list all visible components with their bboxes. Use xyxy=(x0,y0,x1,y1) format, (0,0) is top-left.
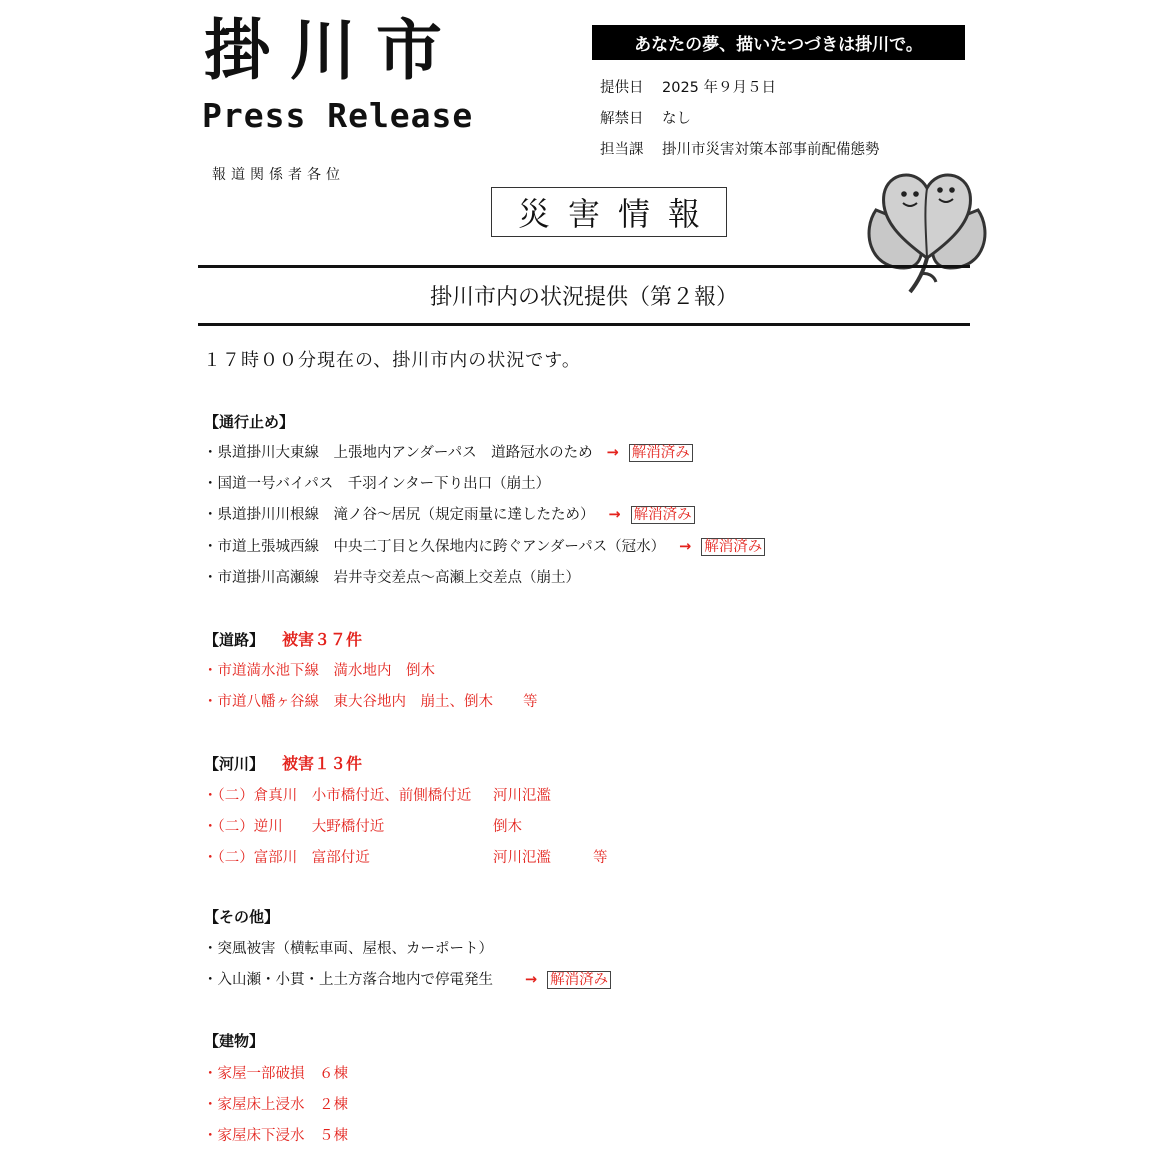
other-text: ・突風被害（横転車両、屋根、カーポート） xyxy=(203,941,493,957)
other-item xyxy=(203,968,611,989)
closure-text: ・県道掛川大東線 上張地内アンダーパス 道路冠水のため xyxy=(203,445,593,461)
buildings-heading: 【建物】 xyxy=(204,1032,265,1050)
divider-bottom xyxy=(198,323,970,326)
closure-item xyxy=(203,472,550,493)
meta-label: 解禁日 xyxy=(600,111,644,127)
meta-date xyxy=(600,76,776,97)
roads-damage-count: 被害３７件 xyxy=(282,630,363,649)
road-item xyxy=(203,659,435,680)
river-status-text: 河川氾濫 xyxy=(493,850,551,866)
closure-item xyxy=(203,535,765,556)
meta-label: 提供日 xyxy=(600,80,644,96)
meta-embargo xyxy=(600,107,691,128)
other-heading: 【その他】 xyxy=(204,908,280,926)
river-name: ・（二）倉真川 小市橋付近、前側橋付近 xyxy=(203,788,472,804)
arrow-icon: → xyxy=(606,445,619,461)
closure-text: ・国道一号バイパス 千羽インター下り出口（崩土） xyxy=(203,476,551,492)
river-status: 倒木 xyxy=(493,819,522,835)
river-suffix: 等 xyxy=(593,850,608,866)
roads-heading-label: 【道路】 xyxy=(204,631,265,649)
closure-text: ・市道掛川高瀬線 岩井寺交差点～高瀬上交差点（崩土） xyxy=(203,570,580,586)
meta-value: なし xyxy=(662,111,691,127)
disaster-info-banner: 災害情報 xyxy=(491,187,727,237)
river-name: ・（二）富部川 富部付近 xyxy=(203,850,370,866)
river-name: ・（二）逆川 大野橋付近 xyxy=(203,819,385,835)
resolved-badge: 解消済み xyxy=(631,506,695,524)
closure-text: ・県道掛川川根線 滝ノ谷～居尻（規定雨量に達したため） xyxy=(203,507,595,523)
closure-item xyxy=(203,503,695,524)
river-item xyxy=(203,815,643,836)
resolved-badge: 解消済み xyxy=(547,971,611,989)
meta-value: 2025 年９月５日 xyxy=(662,80,777,96)
headline: 掛川市内の状況提供（第２報） xyxy=(429,285,738,310)
slogan-banner: あなたの夢、描いたつづきは掛川で。 xyxy=(592,25,965,60)
arrow-icon: → xyxy=(679,539,692,555)
road-text: ・市道八幡ヶ谷線 東大谷地内 崩土、倒木 xyxy=(203,694,493,710)
building-text: ・家屋床下浸水 ５棟 xyxy=(203,1128,348,1144)
meta-value: 掛川市災害対策本部事前配備態勢 xyxy=(662,142,880,158)
resolved-badge: 解消済み xyxy=(629,444,693,462)
other-item xyxy=(203,937,493,958)
road-item xyxy=(203,690,538,711)
building-text: ・家屋一部破損 ６棟 xyxy=(203,1066,348,1082)
building-item xyxy=(203,1124,348,1145)
river-item xyxy=(203,784,643,805)
meta-department xyxy=(600,138,880,159)
rivers-heading-label: 【河川】 xyxy=(204,755,265,773)
river-item xyxy=(203,846,643,867)
press-release-label: Press Release xyxy=(202,96,474,135)
divider-top xyxy=(198,265,970,268)
city-title: 掛川市 xyxy=(204,12,462,89)
rivers-heading xyxy=(204,751,362,774)
river-status: 河川氾濫 xyxy=(493,788,551,804)
closure-item xyxy=(203,441,693,462)
river-status xyxy=(493,846,608,867)
closure-item xyxy=(203,566,580,587)
building-text: ・家屋床上浸水 ２棟 xyxy=(203,1097,348,1113)
road-text: ・市道満水池下線 満水地内 倒木 xyxy=(203,663,435,679)
meta-label: 担当課 xyxy=(600,142,644,158)
resolved-badge: 解消済み xyxy=(701,538,765,556)
roads-heading xyxy=(204,627,362,650)
arrow-icon: → xyxy=(608,507,621,523)
building-item xyxy=(203,1093,348,1114)
rivers-damage-count: 被害１３件 xyxy=(282,754,363,773)
other-text: ・入山瀬・小貫・上土方落合地内で停電発生 xyxy=(203,972,493,988)
closures-heading: 【通行止め】 xyxy=(204,413,295,431)
closure-text: ・市道上張城西線 中央二丁目と久保地内に跨ぐアンダーパス（冠水） xyxy=(203,539,666,555)
arrow-icon: → xyxy=(525,972,538,988)
building-item xyxy=(203,1062,348,1083)
addressee: 報道関係者各位 xyxy=(212,167,345,183)
road-suffix: 等 xyxy=(523,694,538,710)
lead-text: １７時００分現在の、掛川市内の状況です。 xyxy=(203,350,581,371)
